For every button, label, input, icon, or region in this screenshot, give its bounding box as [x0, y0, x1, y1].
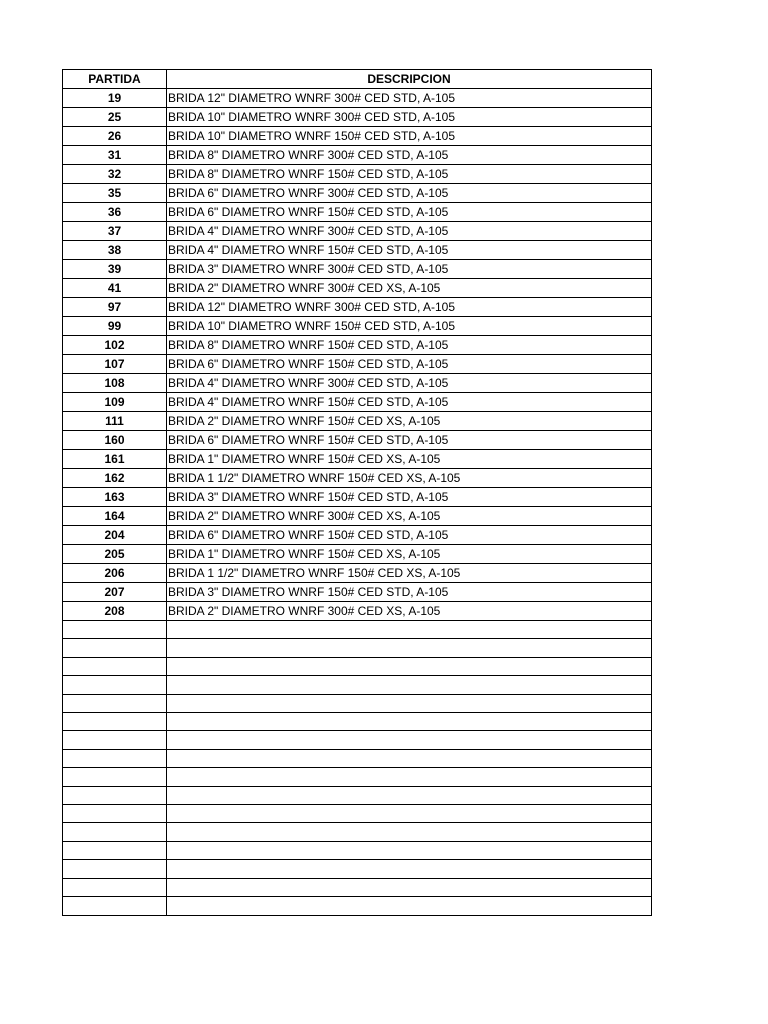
- header-row: [63, 70, 652, 89]
- partida-cell: [63, 786, 167, 804]
- partida-cell: [63, 878, 167, 896]
- partida-cell: 164: [63, 507, 167, 526]
- descripcion-cell: BRIDA 6" DIAMETRO WNRF 150# CED STD, A-105: [167, 526, 652, 545]
- descripcion-cell: BRIDA 3" DIAMETRO WNRF 300# CED STD, A-105: [167, 260, 652, 279]
- partida-cell: 41: [63, 279, 167, 298]
- partida-cell: 19: [63, 89, 167, 108]
- descripcion-cell: BRIDA 4" DIAMETRO WNRF 300# CED STD, A-105: [167, 374, 652, 393]
- table-row: [63, 768, 652, 786]
- partida-cell: 160: [63, 431, 167, 450]
- descripcion-cell: [167, 657, 652, 675]
- table-row: [63, 146, 652, 165]
- table-row: [63, 731, 652, 749]
- partida-cell: 99: [63, 317, 167, 336]
- partida-cell: [63, 805, 167, 823]
- partida-cell: [63, 676, 167, 694]
- table-row: [63, 639, 652, 657]
- table-row: [63, 602, 652, 621]
- table-row: [63, 805, 652, 823]
- table-row: [63, 260, 652, 279]
- flange-table: [62, 69, 652, 916]
- descripcion-cell: BRIDA 6" DIAMETRO WNRF 150# CED STD, A-105: [167, 203, 652, 222]
- partida-cell: 109: [63, 393, 167, 412]
- descripcion-cell: BRIDA 1" DIAMETRO WNRF 150# CED XS, A-105: [167, 545, 652, 564]
- partida-cell: 37: [63, 222, 167, 241]
- descripcion-cell: BRIDA 12" DIAMETRO WNRF 300# CED STD, A-105: [167, 89, 652, 108]
- descripcion-cell: [167, 878, 652, 896]
- descripcion-cell: [167, 823, 652, 841]
- partida-cell: [63, 768, 167, 786]
- descripcion-cell: BRIDA 2" DIAMETRO WNRF 150# CED XS, A-105: [167, 412, 652, 431]
- table-row: [63, 841, 652, 859]
- descripcion-cell: BRIDA 3" DIAMETRO WNRF 150# CED STD, A-105: [167, 488, 652, 507]
- table-row: [63, 564, 652, 583]
- descripcion-cell: [167, 841, 652, 859]
- descripcion-cell: [167, 694, 652, 712]
- table-row: [63, 749, 652, 767]
- descripcion-cell: [167, 731, 652, 749]
- descripcion-cell: BRIDA 4" DIAMETRO WNRF 150# CED STD, A-105: [167, 241, 652, 260]
- partida-cell: 38: [63, 241, 167, 260]
- partida-cell: 39: [63, 260, 167, 279]
- header-partida: PARTIDA: [63, 70, 167, 89]
- partida-cell: 25: [63, 108, 167, 127]
- partida-cell: [63, 657, 167, 675]
- partida-cell: 35: [63, 184, 167, 203]
- table-row: [63, 222, 652, 241]
- partida-cell: 161: [63, 450, 167, 469]
- table-row: [63, 507, 652, 526]
- partida-cell: [63, 897, 167, 915]
- partida-cell: [63, 621, 167, 639]
- partida-cell: 108: [63, 374, 167, 393]
- table-row: [63, 412, 652, 431]
- descripcion-cell: [167, 621, 652, 639]
- descripcion-cell: BRIDA 4" DIAMETRO WNRF 150# CED STD, A-105: [167, 393, 652, 412]
- partida-cell: 205: [63, 545, 167, 564]
- table-row: [63, 184, 652, 203]
- descripcion-cell: BRIDA 8" DIAMETRO WNRF 150# CED STD, A-105: [167, 165, 652, 184]
- partida-cell: 102: [63, 336, 167, 355]
- table-row: [63, 298, 652, 317]
- table-row: [63, 469, 652, 488]
- table-row: [63, 165, 652, 184]
- descripcion-cell: BRIDA 12" DIAMETRO WNRF 300# CED STD, A-105: [167, 298, 652, 317]
- table-row: [63, 279, 652, 298]
- partida-cell: [63, 731, 167, 749]
- table-row: [63, 713, 652, 731]
- descripcion-cell: [167, 676, 652, 694]
- table-row: [63, 786, 652, 804]
- descripcion-cell: [167, 713, 652, 731]
- table-row: [63, 583, 652, 602]
- partida-cell: [63, 713, 167, 731]
- partida-cell: 162: [63, 469, 167, 488]
- partida-cell: [63, 639, 167, 657]
- partida-cell: 36: [63, 203, 167, 222]
- partida-cell: 111: [63, 412, 167, 431]
- partida-cell: 26: [63, 127, 167, 146]
- partida-cell: 208: [63, 602, 167, 621]
- table-row: [63, 336, 652, 355]
- descripcion-cell: BRIDA 6" DIAMETRO WNRF 150# CED STD, A-105: [167, 355, 652, 374]
- table-row: [63, 657, 652, 675]
- descripcion-cell: BRIDA 1" DIAMETRO WNRF 150# CED XS, A-105: [167, 450, 652, 469]
- table-row: [63, 860, 652, 878]
- descripcion-cell: BRIDA 10" DIAMETRO WNRF 150# CED STD, A-105: [167, 127, 652, 146]
- descripcion-cell: [167, 639, 652, 657]
- descripcion-cell: [167, 786, 652, 804]
- table-row: [63, 127, 652, 146]
- descripcion-cell: [167, 805, 652, 823]
- table-row: [63, 393, 652, 412]
- partida-cell: 204: [63, 526, 167, 545]
- table-row: [63, 897, 652, 915]
- descripcion-cell: [167, 749, 652, 767]
- descripcion-cell: BRIDA 8" DIAMETRO WNRF 300# CED STD, A-105: [167, 146, 652, 165]
- table-row: [63, 676, 652, 694]
- partida-cell: 163: [63, 488, 167, 507]
- table-body: [63, 89, 652, 916]
- descripcion-cell: BRIDA 1 1/2" DIAMETRO WNRF 150# CED XS, A-105: [167, 469, 652, 488]
- partida-cell: [63, 694, 167, 712]
- table-row: [63, 317, 652, 336]
- partida-cell: [63, 841, 167, 859]
- table-row: [63, 241, 652, 260]
- partida-cell: 206: [63, 564, 167, 583]
- partida-cell: 31: [63, 146, 167, 165]
- descripcion-cell: [167, 860, 652, 878]
- table-row: [63, 823, 652, 841]
- descripcion-cell: BRIDA 8" DIAMETRO WNRF 150# CED STD, A-105: [167, 336, 652, 355]
- descripcion-cell: BRIDA 6" DIAMETRO WNRF 150# CED STD, A-105: [167, 431, 652, 450]
- table-row: [63, 108, 652, 127]
- table-row: [63, 694, 652, 712]
- partida-cell: [63, 749, 167, 767]
- table-row: [63, 89, 652, 108]
- partida-cell: 207: [63, 583, 167, 602]
- descripcion-cell: BRIDA 10" DIAMETRO WNRF 150# CED STD, A-105: [167, 317, 652, 336]
- table-row: [63, 878, 652, 896]
- descripcion-cell: BRIDA 2" DIAMETRO WNRF 300# CED XS, A-105: [167, 507, 652, 526]
- header-descripcion: DESCRIPCION: [167, 70, 652, 89]
- partida-cell: [63, 823, 167, 841]
- partida-cell: [63, 860, 167, 878]
- descripcion-cell: [167, 897, 652, 915]
- descripcion-cell: BRIDA 6" DIAMETRO WNRF 300# CED STD, A-105: [167, 184, 652, 203]
- table-row: [63, 374, 652, 393]
- table-row: [63, 203, 652, 222]
- descripcion-cell: BRIDA 3" DIAMETRO WNRF 150# CED STD, A-105: [167, 583, 652, 602]
- descripcion-cell: BRIDA 10" DIAMETRO WNRF 300# CED STD, A-105: [167, 108, 652, 127]
- table-row: [63, 545, 652, 564]
- descripcion-cell: BRIDA 2" DIAMETRO WNRF 300# CED XS, A-105: [167, 279, 652, 298]
- table-row: [63, 488, 652, 507]
- partida-cell: 107: [63, 355, 167, 374]
- table-row: [63, 621, 652, 639]
- descripcion-cell: [167, 768, 652, 786]
- descripcion-cell: BRIDA 4" DIAMETRO WNRF 300# CED STD, A-105: [167, 222, 652, 241]
- table-row: [63, 526, 652, 545]
- descripcion-cell: BRIDA 1 1/2" DIAMETRO WNRF 150# CED XS, A-105: [167, 564, 652, 583]
- table-row: [63, 450, 652, 469]
- partida-cell: 32: [63, 165, 167, 184]
- table-row: [63, 431, 652, 450]
- descripcion-cell: BRIDA 2" DIAMETRO WNRF 300# CED XS, A-105: [167, 602, 652, 621]
- partida-cell: 97: [63, 298, 167, 317]
- table-row: [63, 355, 652, 374]
